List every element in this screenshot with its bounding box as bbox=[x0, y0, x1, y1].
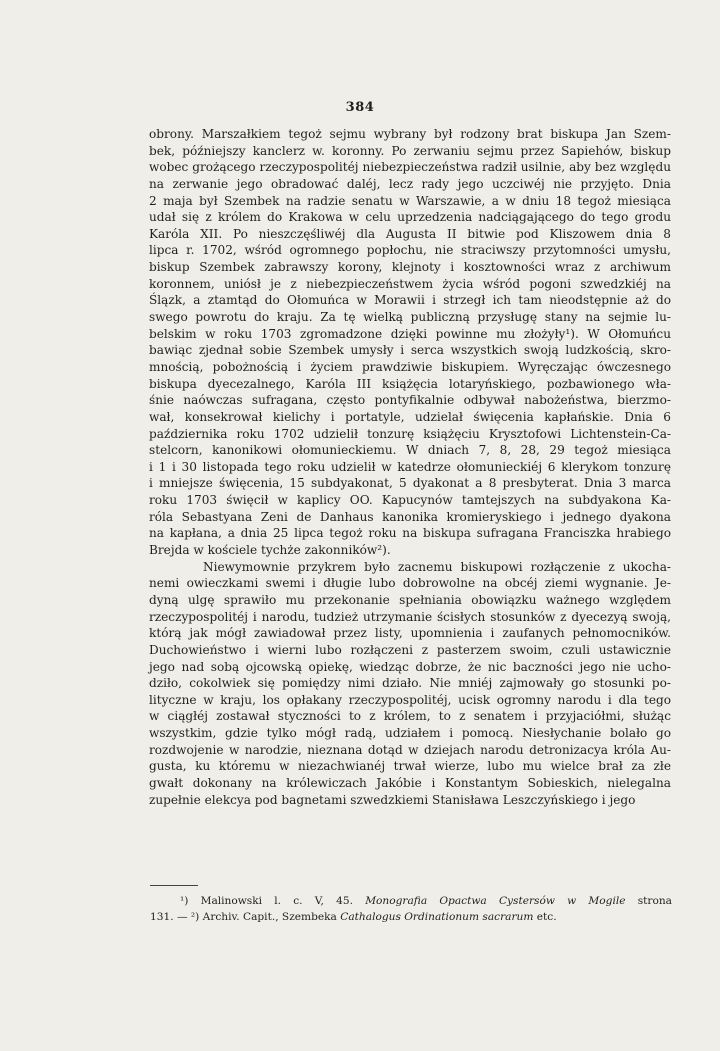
text-line: na zerwanie jego obradować daléj, lecz rady jego uczciwéj nie przyjęto. Dnia bbox=[149, 176, 671, 191]
text-line: wobec grożącego rzeczypospolitéj niebezpieczeństwa radził usilnie, aby bez względu bbox=[149, 160, 671, 175]
text-line: którą jak mógł zawiadował przez listy, upomnienia i zaufanych pełnomocników. bbox=[149, 626, 671, 641]
text-line: wał, konsekrował kielichy i portatyle, udzielał święcenia kapłańskie. Dnia 6 bbox=[149, 409, 671, 424]
text-line: śnie naówczas sufragana, często pontyfikalnie odbywał nabożeństwa, bierzmo- bbox=[149, 393, 671, 408]
text-line: lipca r. 1702, wśród ogromnego popłochu, nie straciwszy przytomności umysłu, bbox=[149, 243, 671, 258]
text-line: Niewymownie przykrem było zacnemu biskupowi rozłączenie z ukocha- bbox=[203, 559, 671, 574]
text-line: nemi owieczkami swemi i długie lubo dobrowolne na obcéj ziemi wygnanie. Je- bbox=[149, 576, 671, 591]
footnotes bbox=[150, 893, 672, 925]
text-line: i mniejsze święcenia, 15 subdyakonat, 5 dyakonat a 8 presbyterat. Dnia 3 marca bbox=[149, 476, 671, 491]
text-line: dyną ulgę sprawiło mu przekonanie spełniania obowiązku ważnego względem bbox=[149, 592, 671, 607]
text-line: dziło, cokolwiek się pomiędzy nimi działo. Nie mniéj zajmowały go stosunki po- bbox=[149, 676, 671, 691]
text-line: wszystkim, gdzie tylko mógł radą, udziałem i pomocą. Niesłychanie bolało go bbox=[149, 726, 671, 741]
footnote-separator bbox=[150, 885, 198, 886]
text-line: na kapłana, a dnia 25 lipca tegoż roku na biskupa sufragana Franciszka hrabiego bbox=[149, 526, 671, 541]
text-line: gwałt dokonany na królewiczach Jakóbie i Konstantym Sobieskich, nielegalna bbox=[149, 775, 671, 790]
footnote-line-2: 131. — ²) Archiv. Capit., Szembeka Cathalogus Ordinationum sacrarum etc. bbox=[150, 911, 557, 923]
text-line: października roku 1702 udzielił tonzurę książęciu Krysztofowi Lichtenstein-Ca- bbox=[149, 426, 671, 441]
text-line: rozdwojenie w narodzie, nieznana dotąd w dziejach narodu detronizacya króla Au- bbox=[149, 742, 671, 757]
text-line: lityczne w kraju, los opłakany rzeczypospolitéj, ucisk ogromny narodu i dla tego bbox=[149, 692, 671, 707]
text-line: gusta, ku któremu w niezachwianéj trwał wierze, lubo mu wielce brał za złe bbox=[149, 759, 671, 774]
text-line: róla Sebastyana Zeni de Danhaus kanonika kromieryskiego i jednego dyakona bbox=[149, 509, 671, 524]
text-line: rzeczypospolitéj i narodu, tudzież utrzymanie ścisłych stosunków z dyecezyą swoją, bbox=[149, 609, 671, 624]
text-line: jego nad sobą ojcowską opiekę, wiedząc dobrze, że nic baczności jego nie ucho- bbox=[149, 659, 671, 674]
text-line: zupełnie elekcya pod bagnetami szwedzkiemi Stanisława Leszczyńskiego i jego bbox=[149, 792, 636, 807]
text-line: Ślązk, a ztamtąd do Ołomuńca w Morawii i strzegł ich tam nieodstępnie aż do bbox=[149, 293, 671, 308]
main-text bbox=[149, 126, 671, 808]
text-line: biskupa dyecezalnego, Karóla III książęcia lotaryńskiego, pozbawionego wła- bbox=[149, 376, 671, 391]
text-line: bawiąc zjednał sobie Szembek umysły i serca wszystkich swoją ludzkością, skro- bbox=[149, 343, 671, 358]
text-line: mnością, pobożnością i życiem prawdziwie biskupiem. Wyręczając ówczesnego bbox=[149, 359, 671, 374]
text-line: 2 maja był Szembek na radzie senatu w Warszawie, a w dniu 18 tegoż miesiąca bbox=[149, 193, 671, 208]
text-line: biskup Szembek zabrawszy korony, klejnoty i kosztowności wraz z archiwum bbox=[149, 260, 671, 275]
text-line: swego powrotu do kraju. Za tę wielką publiczną przysługę stany na sejmie lu- bbox=[149, 310, 671, 325]
page-number: 384 bbox=[345, 100, 375, 115]
text-line: Duchowieństwo i wierni lubo rozłączeni z pasterzem swoim, czuli ustawicznie bbox=[149, 642, 671, 657]
text-line: koronnem, uniósł je z niebezpieczeństwem życia wśród pogoni szwedzkiéj na bbox=[149, 276, 671, 291]
text-line: bek, późniejszy kanclerz w. koronny. Po zerwaniu sejmu przez Sapiehów, biskup bbox=[149, 143, 671, 158]
footnote-line-1: ¹) Malinowski l. c. V, 45. Monografia Opactwa Cystersów w Mogile strona bbox=[180, 895, 672, 907]
text-line: obrony. Marszałkiem tegoż sejmu wybrany był rodzony brat biskupa Jan Szem- bbox=[149, 127, 671, 141]
text-line: stelcorn, kanonikowi ołomunieckiemu. W dniach 7, 8, 28, 29 tegoż miesiąca bbox=[149, 443, 671, 458]
text-line: belskim w roku 1703 zgromadzone dzięki powinne mu złożyły¹). W Ołomuńcu bbox=[149, 326, 671, 341]
text-line: Karóla XII. Po nieszczęśliwéj dla Augusta II bitwie pod Kliszowem dnia 8 bbox=[149, 226, 671, 241]
text-line: Brejda w kościele tychże zakonników²). bbox=[149, 543, 391, 558]
text-line: i 1 i 30 listopada tego roku udzielił w katedrze ołomunieckiéj 6 klerykom tonzurę bbox=[149, 459, 671, 474]
text-line: udał się z królem do Krakowa w celu uprzedzenia nadciągającego do tego grodu bbox=[149, 210, 671, 225]
text-line: w ciągłéj zostawał styczności to z królem, to z senatem i przyjaciółmi, służąc bbox=[149, 709, 671, 724]
text-line: roku 1703 święcił w kaplicy OO. Kapucynów tamtejszych na subdyakona Ka- bbox=[149, 493, 671, 508]
